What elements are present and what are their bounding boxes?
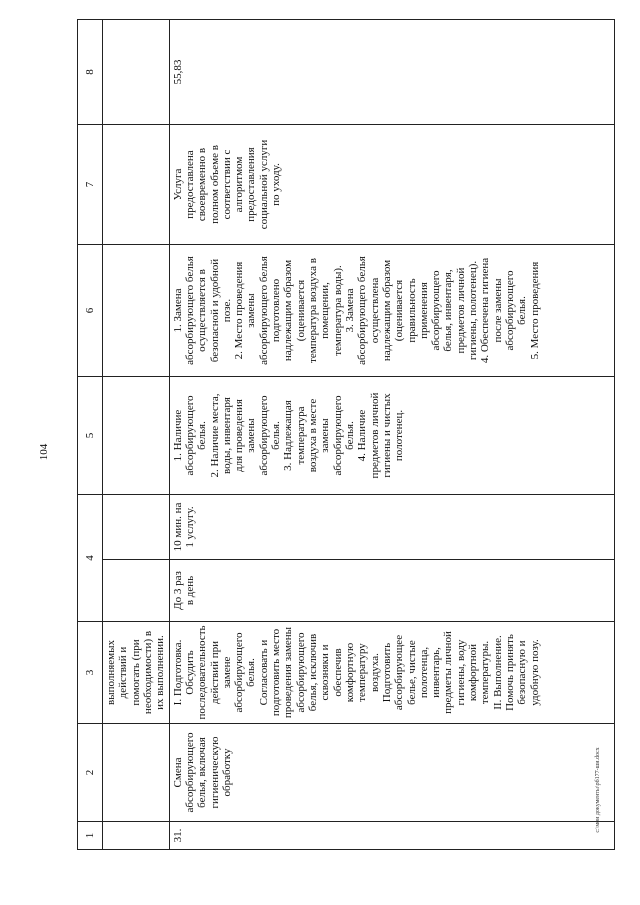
conditions-cell: 1. Наличие абсорбирующего белья. 2. Наличие места, воды, инвентаря для проведения замены абсорбирующего белья. 3. Надлежащая температура воздуха в месте замены абсорбирующего белья. 4. Наличие предметов личной гигиены и чистых полотенец.: [169, 377, 614, 495]
service-standard-table-wrapper: [77, 20, 597, 850]
price-cell: 55,83: [169, 20, 614, 125]
result-cell: Услуга предоставлена своевременно в полном объеме в соответствии с алгоритмом предоставления социальной услуги по уходу.: [169, 125, 614, 245]
service-standard-table: [77, 19, 615, 850]
column-number: 7: [78, 125, 103, 245]
table-cell: [103, 125, 170, 245]
procedure-cell: I. Подготовка. Обсудить последовательность действий при замене абсорбирующего белья. Согласовать и подготовить место проведения замены абсорбирующего белья, исключив сквозняки и обеспечив комфортную температуру воздуха. Подготовить абсорбирующее белье, чистые полотенца, инвентарь, предметы личной гигиены, воду комфортной температуры. II. Выполнение. Помочь принять безопасную и удобную позу.: [169, 622, 614, 724]
column-number: 6: [78, 245, 103, 377]
column-number: 2: [78, 724, 103, 822]
row-number-cell: 31.: [169, 822, 614, 850]
footer-file-path: c:\мои документы\рб177-ши.docx: [595, 747, 601, 833]
column-number-row: [78, 20, 103, 850]
service-name-cell: Смена абсорбирующего белья, включая гигиеническую обработку: [169, 724, 614, 822]
procedure-continuation-cell: выполняемых действий и помогать (при необходимости) в их выполнении.: [103, 622, 170, 724]
frequency-cell: До 3 раз в день: [169, 560, 614, 622]
table-cell: [103, 20, 170, 125]
table-cell: [103, 495, 170, 560]
table-cell: [103, 822, 170, 850]
column-number: 3: [78, 622, 103, 724]
table-cell: [103, 560, 170, 622]
continuation-row: [103, 20, 170, 850]
table-cell: [103, 724, 170, 822]
column-number: 4: [78, 495, 103, 622]
page-number: 104: [38, 443, 50, 461]
column-number: 5: [78, 377, 103, 495]
table-cell: [103, 377, 170, 495]
table-cell: [103, 245, 170, 377]
quality-indicators-cell: 1. Замена абсорбирующего белья осуществляется в безопасной и удобной позе. 2. Место проведения замены абсорбирующего белья подготовлено надлежащим образом (оценивается температура воздуха в помещении, температура воды). 3. Замена абсорбирующего белья осуществлена надлежащим образом (оценивается правильность применения абсорбирующего белья, инвентаря, предметов личной гигиены, полотенец). 4. Обеспечена гигиена после замены абсорбирующего белья. 5. Место проведения: [169, 245, 614, 377]
duration-cell: 10 мин. на 1 услугу.: [169, 495, 614, 560]
column-number: 8: [78, 20, 103, 125]
column-number: 1: [78, 822, 103, 850]
table-row: [169, 20, 614, 850]
